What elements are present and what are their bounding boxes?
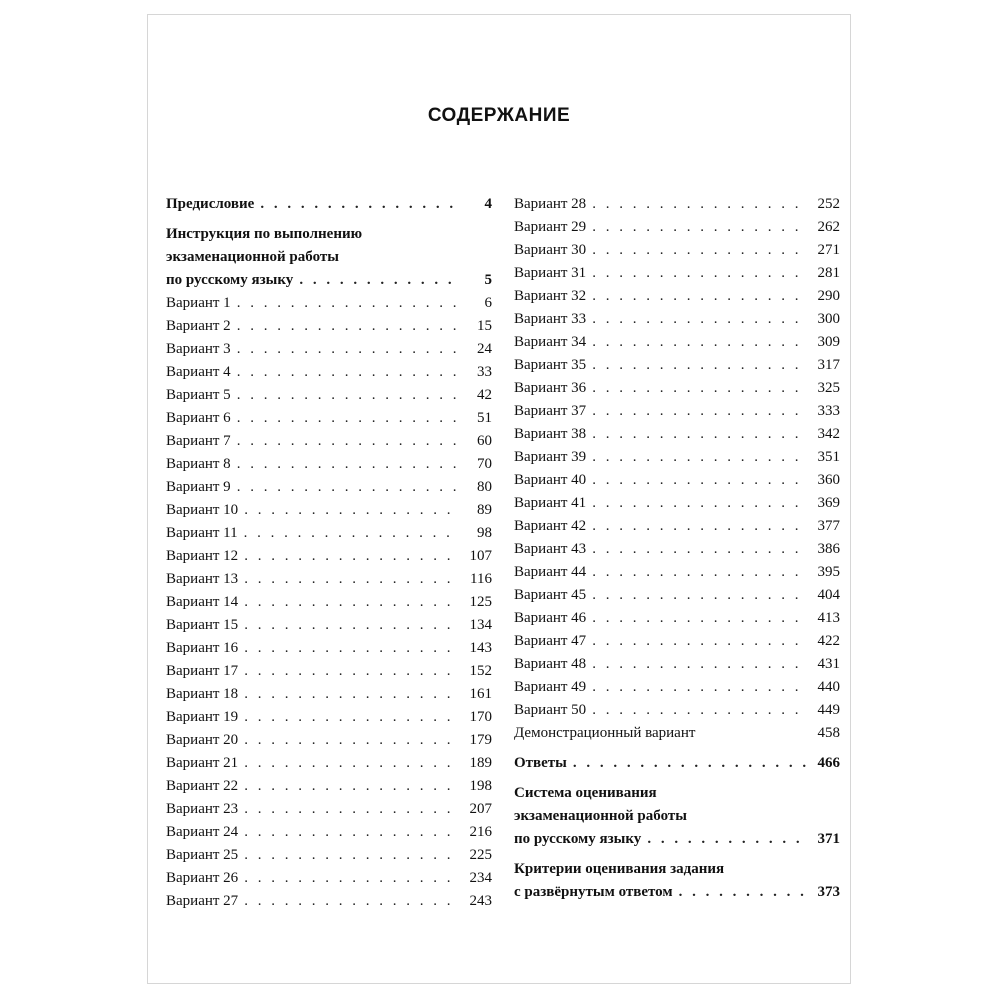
toc-page-number: 369: [817, 495, 840, 511]
toc-page-number: 371: [817, 831, 840, 847]
leader-dots: [592, 469, 806, 492]
toc-page-number: 33: [477, 364, 492, 380]
leader-dots: [237, 361, 458, 384]
toc-page-number: 24: [477, 341, 492, 357]
leader-dots: [244, 591, 458, 614]
leader-dots: [592, 400, 806, 423]
toc-entry-label: Вариант 19: [166, 709, 239, 725]
leader-dots: [237, 430, 458, 453]
toc-entry-variant: [166, 614, 492, 637]
toc-entry-label: Вариант 18: [166, 686, 239, 702]
toc-page-number: 125: [469, 594, 492, 610]
toc-page-number: 281: [817, 265, 840, 281]
toc-entry-label: Вариант 29: [514, 219, 587, 235]
toc-entry-variant: [166, 384, 492, 407]
toc-page-number: 4: [484, 196, 492, 212]
toc-entry-label: Вариант 4: [166, 364, 231, 380]
leader-dots: [592, 262, 806, 285]
leader-dots: [244, 499, 458, 522]
toc-page-number: 243: [469, 893, 492, 909]
leader-dots: [592, 653, 806, 676]
toc-page-number: 170: [469, 709, 492, 725]
toc-entry-variant: [514, 469, 840, 492]
leader-dots: [244, 683, 458, 706]
toc-page-number: 342: [817, 426, 840, 442]
toc-page-number: 466: [817, 755, 840, 771]
toc-entry-variant: [166, 775, 492, 798]
toc-entry-variant: [514, 331, 840, 354]
toc-entry-label: Вариант 36: [514, 380, 587, 396]
leader-dots: [244, 844, 458, 867]
leader-dots: [244, 821, 458, 844]
toc-entry-variant: [166, 729, 492, 752]
toc-entry-label: Вариант 42: [514, 518, 587, 534]
leader-dots: [260, 193, 458, 216]
toc-page-number: 189: [469, 755, 492, 771]
toc-page-number: 134: [469, 617, 492, 633]
toc-page-number: 116: [470, 571, 492, 587]
toc-page-number: 42: [477, 387, 492, 403]
toc-entry-label: Вариант 15: [166, 617, 239, 633]
toc-entry-label: Вариант 44: [514, 564, 587, 580]
toc-entry-variant: [514, 239, 840, 262]
toc-entry-label: Вариант 23: [166, 801, 239, 817]
toc-page-number: 458: [817, 725, 840, 741]
toc-entry-variant: [166, 821, 492, 844]
toc-entry-instruction: [166, 223, 492, 292]
leader-dots: [237, 315, 458, 338]
toc-entry-label: Вариант 40: [514, 472, 587, 488]
toc-page-number: 431: [817, 656, 840, 672]
toc-entry-variant: [514, 699, 840, 722]
leader-dots: [573, 752, 806, 775]
toc-page-number: 234: [469, 870, 492, 886]
toc-entry-variant: [166, 522, 492, 545]
leader-dots: [244, 706, 458, 729]
leader-dots: [237, 384, 458, 407]
toc-entry-variant: [514, 193, 840, 216]
toc-entry-variant: [514, 400, 840, 423]
toc-page-number: 300: [817, 311, 840, 327]
toc-entry-variant: [166, 752, 492, 775]
toc-entry-label: Вариант 12: [166, 548, 239, 564]
toc-entry-label: Критерии оценивания задания: [514, 861, 725, 877]
toc-entry-label: Система оценивания: [514, 785, 657, 801]
toc-page-number: 271: [817, 242, 840, 258]
toc-entry-variant: [166, 798, 492, 821]
toc-page-number: 404: [817, 587, 840, 603]
toc-entry-variant: [166, 361, 492, 384]
leader-dots: [592, 423, 806, 446]
toc-entry-label: Вариант 30: [514, 242, 587, 258]
toc-page-number: 360: [817, 472, 840, 488]
toc-page-number: 422: [817, 633, 840, 649]
toc-page-number: 325: [817, 380, 840, 396]
toc-entry-variant: [166, 476, 492, 499]
toc-page-number: 317: [817, 357, 840, 373]
leader-dots: [592, 285, 806, 308]
toc-entry-variant: [514, 515, 840, 538]
toc-page-number: 225: [469, 847, 492, 863]
toc-entry-variant: [166, 706, 492, 729]
leader-dots: [244, 637, 458, 660]
toc-entry-preface: [166, 193, 492, 216]
toc-page-number: 80: [477, 479, 492, 495]
toc-entry-variant: [514, 676, 840, 699]
toc-entry-label: Инструкция по выполнению: [166, 226, 363, 242]
toc-entry-label: Вариант 20: [166, 732, 239, 748]
toc-entry-label: Вариант 27: [166, 893, 239, 909]
toc-page-number: 309: [817, 334, 840, 350]
toc-page: [147, 14, 851, 984]
leader-dots: [592, 216, 806, 239]
toc-entry-variant: [166, 867, 492, 890]
toc-entry-label: Вариант 39: [514, 449, 587, 465]
toc-entry-variant: [166, 338, 492, 361]
toc-entry-variant: [514, 607, 840, 630]
leader-dots: [592, 193, 806, 216]
toc-entry-label: Вариант 22: [166, 778, 239, 794]
leader-dots: [244, 867, 458, 890]
leader-dots: [592, 538, 806, 561]
leader-dots: [237, 292, 458, 315]
toc-page-number: 107: [469, 548, 492, 564]
leader-dots: [592, 561, 806, 584]
toc-entry-label: Вариант 38: [514, 426, 587, 442]
leader-dots: [592, 584, 806, 607]
toc-entry-label: Вариант 26: [166, 870, 239, 886]
leader-dots: [244, 614, 458, 637]
toc-entry-variant: [166, 637, 492, 660]
leader-dots: [244, 752, 458, 775]
toc-entry-variant: [514, 492, 840, 515]
toc-entry-variant: [514, 538, 840, 561]
leader-dots: [592, 446, 806, 469]
toc-entry-label: Вариант 1: [166, 295, 231, 311]
toc-page-number: 60: [477, 433, 492, 449]
toc-entry-label: Вариант 17: [166, 663, 239, 679]
toc-page-number: 262: [817, 219, 840, 235]
toc-entry-variant: [166, 591, 492, 614]
toc-page-number: 377: [817, 518, 840, 534]
toc-entry-label: Вариант 43: [514, 541, 587, 557]
toc-page-number: 216: [469, 824, 492, 840]
leader-dots: [237, 407, 458, 430]
toc-page-number: 98: [477, 525, 492, 541]
toc-entry-label: Вариант 14: [166, 594, 239, 610]
toc-entry-variant: [514, 354, 840, 377]
toc-entry-label: Вариант 28: [514, 196, 587, 212]
leader-dots: [244, 522, 458, 545]
toc-entry-label: Вариант 33: [514, 311, 587, 327]
page-title: СОДЕРЖАНИЕ: [427, 105, 571, 126]
toc-page-number: 413: [817, 610, 840, 626]
toc-entry-variant: [514, 423, 840, 446]
toc-entry-label: Вариант 24: [166, 824, 239, 840]
leader-dots: [592, 377, 806, 400]
toc-entry-label: Вариант 46: [514, 610, 587, 626]
toc-page-number: 440: [817, 679, 840, 695]
toc-entry-variant: [166, 545, 492, 568]
leader-dots: [299, 269, 458, 292]
toc-entry-variant: [514, 285, 840, 308]
toc-entry-variant: [166, 315, 492, 338]
toc-page-number: 161: [469, 686, 492, 702]
leader-dots: [592, 699, 806, 722]
toc-entry-label: Вариант 32: [514, 288, 587, 304]
toc-entry-label: Вариант 31: [514, 265, 587, 281]
toc-entry-label: Вариант 50: [514, 702, 587, 718]
toc-entry-label: Вариант 5: [166, 387, 231, 403]
toc-entry-label: Вариант 9: [166, 479, 231, 495]
leader-dots: [244, 660, 458, 683]
toc-entry-variant: [514, 308, 840, 331]
leader-dots: [592, 239, 806, 262]
toc-page-number: 252: [817, 196, 840, 212]
toc-page-number: 15: [477, 318, 492, 334]
toc-page-number: 51: [477, 410, 492, 426]
toc-page-number: 179: [469, 732, 492, 748]
toc-right-column: [514, 193, 840, 904]
leader-dots: [244, 568, 458, 591]
toc-entry-label: Вариант 35: [514, 357, 587, 373]
leader-dots: [647, 828, 806, 851]
toc-entry-label: Вариант 45: [514, 587, 587, 603]
toc-entry-label: с развёрнутым ответом: [514, 884, 673, 900]
toc-entry-label: Вариант 41: [514, 495, 587, 511]
leader-dots: [592, 676, 806, 699]
toc-entry-label: Вариант 10: [166, 502, 239, 518]
toc-entry-variant: [166, 292, 492, 315]
leader-dots: [237, 476, 458, 499]
toc-entry-label: Вариант 49: [514, 679, 587, 695]
toc-page-number: 373: [817, 884, 840, 900]
leader-dots: [679, 881, 806, 904]
toc-entry-label: Вариант 7: [166, 433, 231, 449]
toc-entry-variant: [514, 262, 840, 285]
toc-entry-variant: [166, 430, 492, 453]
toc-entry-label: Вариант 25: [166, 847, 239, 863]
toc-entry-label: по русскому языку: [514, 831, 642, 847]
toc-entry-label: экзаменационной работы: [514, 808, 687, 824]
leader-dots: [244, 798, 458, 821]
toc-page-number: 6: [484, 295, 492, 311]
toc-entry-label: Предисловие: [166, 196, 255, 212]
toc-entry-variant: [514, 630, 840, 653]
toc-entry-label: Вариант 37: [514, 403, 587, 419]
toc-entry-variant: [514, 377, 840, 400]
toc-page-number: 198: [469, 778, 492, 794]
toc-entry-variant: [514, 561, 840, 584]
toc-entry-label: Вариант 2: [166, 318, 231, 334]
toc-entry-label: Ответы: [514, 755, 567, 771]
toc-page-number: 290: [817, 288, 840, 304]
toc-entry-variant: [166, 407, 492, 430]
toc-entry-label: Вариант 16: [166, 640, 239, 656]
toc-entry-variant: [514, 216, 840, 239]
leader-dots: [592, 515, 806, 538]
toc-page-number: 351: [817, 449, 840, 465]
leader-dots: [592, 308, 806, 331]
toc-entry-answers: [514, 752, 840, 775]
toc-right-variants-list: [514, 193, 840, 722]
toc-entry-variant: [166, 499, 492, 522]
toc-entry-variant: [166, 683, 492, 706]
toc-entry-label: по русскому языку: [166, 272, 294, 288]
toc-entry-label: экзаменационной работы: [166, 249, 339, 265]
toc-page-number: 70: [477, 456, 492, 472]
toc-entry-variant: [166, 844, 492, 867]
toc-page-number: 152: [469, 663, 492, 679]
toc-entry-label: Вариант 8: [166, 456, 231, 472]
toc-page-number: 89: [477, 502, 492, 518]
toc-entry-label: Демонстрационный вариант: [514, 725, 696, 741]
leader-dots: [592, 331, 806, 354]
toc-entry-label: Вариант 13: [166, 571, 239, 587]
toc-page-number: 207: [469, 801, 492, 817]
toc-page-number: 5: [484, 272, 492, 288]
toc-entry-label: Вариант 47: [514, 633, 587, 649]
leader-dots: [237, 338, 458, 361]
leader-dots: [237, 453, 458, 476]
toc-page-number: 449: [817, 702, 840, 718]
leader-dots: [592, 354, 806, 377]
toc-entry-variant: [166, 660, 492, 683]
toc-entry-label: Вариант 21: [166, 755, 239, 771]
toc-left-column: [166, 193, 492, 913]
leader-dots: [244, 890, 458, 913]
toc-entry-variant: [166, 568, 492, 591]
toc-entry-variant: [514, 653, 840, 676]
toc-entry-label: Вариант 48: [514, 656, 587, 672]
toc-entry-label: Вариант 11: [166, 525, 238, 541]
toc-entry-label: Вариант 6: [166, 410, 231, 426]
leader-dots: [244, 775, 458, 798]
toc-page-number: 143: [469, 640, 492, 656]
toc-page-number: 333: [817, 403, 840, 419]
toc-page-number: 386: [817, 541, 840, 557]
toc-entry-demo: [514, 722, 840, 745]
leader-dots: [592, 492, 806, 515]
toc-entry-variant: [514, 446, 840, 469]
leader-dots: [592, 630, 806, 653]
leader-dots: [244, 729, 458, 752]
toc-entry-label: Вариант 34: [514, 334, 587, 350]
leader-dots: [244, 545, 458, 568]
toc-entry-variant: [514, 584, 840, 607]
toc-page-number: 395: [817, 564, 840, 580]
toc-entry-label: Вариант 3: [166, 341, 231, 357]
toc-left-variants-list: [166, 292, 492, 913]
toc-entry-variant: [166, 890, 492, 913]
toc-entry-variant: [166, 453, 492, 476]
toc-entry-assessment-system: [514, 782, 840, 851]
toc-entry-criteria: [514, 858, 840, 904]
leader-dots: [592, 607, 806, 630]
